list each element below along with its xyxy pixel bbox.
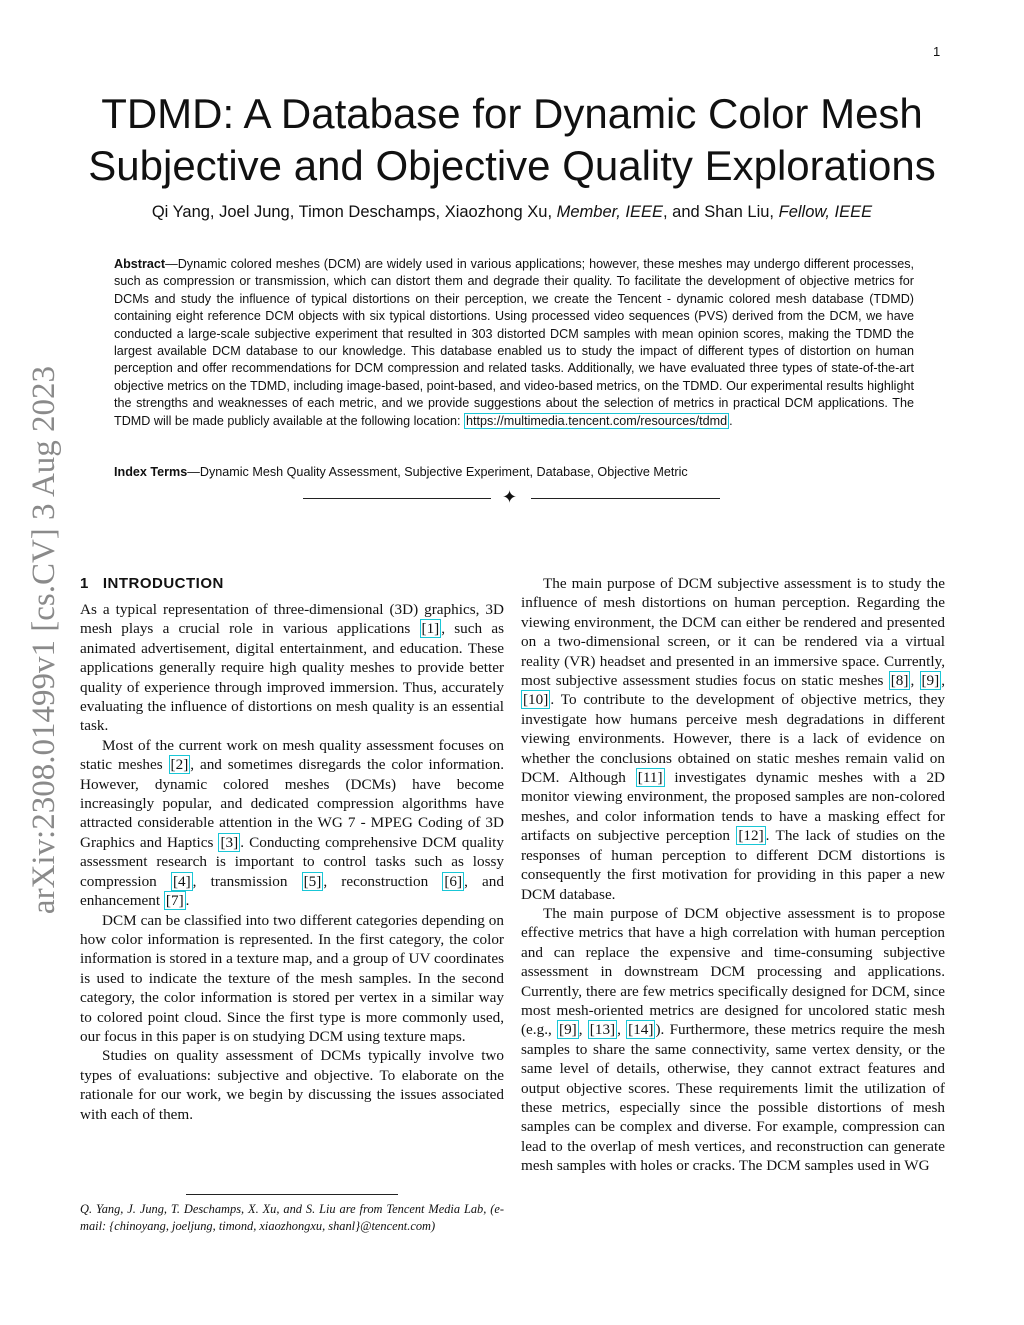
intro-paragraph-4: Studies on quality assessment of DCMs typically involve two types of evaluations: subjective and objective. To elaborate on the rationale for our work, we begin by discussing the issues associated with each of them.	[80, 1047, 504, 1123]
text-run: The main purpose of DCM objective assessment is to propose effective metrics that have a high correlation with human perception and can replace the expensive and time-consuming subjective assessment in downstream DCM processing and applications. Currently, there are few metrics specifically designed for DCM, since most mesh-oriented metrics are designed for uncolored static mesh (e.g.,	[521, 904, 945, 1039]
citation-link[interactable]: [6]	[444, 872, 463, 890]
abstract-text: —Dynamic colored meshes (DCM) are widely used in various applications; however, these meshes may undergo different processes, such as compression or transmission, which can distort them and degrade their quality. To facilitate the development of objective metrics for DCMs and study the influence of typical distortions on their perception, we create the Tencent - dynamic colored mesh database (TDMD) containing eight reference DCM objects with six typical distortions. Using processed video sequences (PVS) derived from the DCM, we have conducted a large-scale subjective experiment that resulted in 303 distorted DCM samples with mean opinion scores, making the TDMD the largest available DCM database to our knowledge. This database enabled us to study the impact of different types of distortion on human perception and offer recommendations for DCM compression and related tasks. Additionally, we have evaluated three types of state-of-the-art objective metrics on the TDMD, including image-based, point-based, and video-based metrics, on the TDMD. Our experimental results highlight the strengths and weaknesses of each metric, and we provide suggestions about the selection of metrics in practical DCM applications. The TDMD will be made publicly available at the following location:	[114, 257, 914, 428]
text-run: , reconstruction	[323, 872, 443, 890]
arxiv-stamp: arXiv:2308.01499v1 [cs.CV] 3 Aug 2023	[26, 365, 62, 915]
left-column	[80, 574, 504, 1124]
divider-right	[531, 498, 720, 499]
citation-link[interactable]: [2]	[170, 756, 189, 774]
text-run: , and enhancement	[80, 872, 504, 910]
text-run: The main purpose of DCM subjective assessment is to study the influence of mesh distortions on human perception. Regarding the viewing environment, the DCM can either be rendered and presented on a two-dimensional screen, or it can be rendered via a virtual reality (VR) headset and presented in an immersive space. Currently, most subjective assessment studies focus on static meshes	[521, 575, 945, 690]
citation-link[interactable]: [7]	[165, 892, 184, 910]
citation-link[interactable]: [8]	[890, 672, 909, 690]
abstract-end: .	[729, 413, 733, 428]
text-run: . To contribute to the development of objective metrics, they investigate how humans perceive mesh degradations in different viewing environments. However, there is a lack of evidence on whether the conclusions obtained on static meshes remain valid on DCM. Although	[521, 691, 945, 787]
author-list	[60, 203, 964, 222]
text-run: investigates dynamic meshes with a 2D monitor viewing environment, the proposed samples are non-colored meshes, and color information tends to have a masking effect for artifacts on subjective perception	[521, 769, 946, 845]
text-run: Most of the current work on mesh quality assessment focuses on static meshes	[80, 736, 504, 774]
intro-paragraph-6	[521, 904, 945, 1176]
citation-link[interactable]: [9]	[921, 672, 940, 690]
citation-link[interactable]: [13]	[589, 1021, 616, 1039]
text-run: , such as animated advertisement, digital entertainment, and education. These applications generally require high quality meshes to provide better quality of experience through improved immersion. Thus, accurately evaluating the influence of distortions on mesh quality is an essential task.	[80, 620, 504, 735]
index-terms-label: Index Terms	[114, 465, 188, 479]
divider-left	[303, 498, 491, 499]
citation-link[interactable]: [1]	[421, 620, 440, 638]
intro-paragraph-3: DCM can be classified into two different categories depending on how color information is represented. In the first category, the color information is stored in a texture map, and a group of UV coordinates is used to indicate the texture of the mesh samples. In the second category, the color information is stored per vertex in a similar way to colored point cloud. Since the first type is more commonly used, our focus in this paper is on studying DCM using texture maps.	[80, 911, 504, 1045]
text-run: ,	[578, 1021, 588, 1039]
section-number: 1	[80, 575, 89, 592]
citation-link[interactable]: [9]	[559, 1021, 577, 1039]
index-terms-text: —Dynamic Mesh Quality Assessment, Subjective Experiment, Database, Objective Metric	[187, 465, 688, 479]
author-affiliation-footnote: Q. Yang, J. Jung, T. Deschamps, X. Xu, and S. Liu are from Tencent Media Lab, (e-mail: {chinoyang, joeljung, timond, xiaozhongxu, shanl}@tencent.com)	[80, 1202, 504, 1233]
abstract	[114, 256, 914, 430]
citation-link[interactable]: [12]	[738, 827, 764, 845]
text-run: ,	[910, 672, 920, 690]
divider-star-icon: ✦	[502, 487, 518, 507]
citation-link[interactable]: [4]	[172, 872, 191, 890]
page-number: 1	[933, 44, 941, 59]
text-run: , transmission	[192, 872, 302, 890]
author-member-title: Member, IEEE	[556, 203, 663, 221]
footnote-rule	[186, 1194, 398, 1195]
citation-link[interactable]: [3]	[220, 833, 239, 851]
section-title: INTRODUCTION	[102, 575, 224, 592]
text-run: , and sometimes disregards the color information. However, dynamic colored meshes (DCMs) have become increasingly popular, and dedicated compression algorithms have attracted considerable attention in the WG 7 - MPEG Coding of 3D Graphics and Haptics	[80, 756, 504, 851]
citation-link[interactable]: [11]	[637, 769, 663, 787]
text-run: .	[185, 892, 190, 910]
paper-title	[60, 88, 964, 192]
text-run: ,	[941, 672, 946, 690]
author-names: Qi Yang, Joel Jung, Timon Deschamps, Xiaozhong Xu,	[151, 203, 553, 221]
intro-paragraph-5	[521, 574, 945, 904]
abstract-label: Abstract	[114, 257, 166, 271]
citation-link[interactable]: [14]	[628, 1021, 654, 1039]
title-line-2: Subjective and Objective Quality Explorations	[88, 142, 936, 189]
text-run: . Conducting comprehensive DCM quality assessment research is important to control tasks such as lossy compression	[80, 833, 504, 890]
text-run: As a typical representation of three-dimensional (3D) graphics, 3D mesh plays a crucial role in various applications	[80, 601, 504, 638]
text-run: ,	[617, 1021, 627, 1039]
right-column	[521, 574, 945, 1176]
tdmd-link[interactable]: https://multimedia.tencent.com/resources/tdmd	[466, 413, 728, 428]
text-run: . The lack of studies on the responses of human perception to different DCM distortions is consequently the first motivation for providing in this paper a new DCM database.	[521, 827, 945, 903]
text-run: ). Furthermore, these metrics require the mesh samples to share the same connectivity, same vertex density, or the same level of details, otherwise, they cannot extract features and output objective scores. These requirements limit the utilization of these metrics, especially since the possible distortions of mesh samples can be complex and diverse. For example, compression can lead to the overlap of mesh vertices, and reconstruction can generate mesh samples with holes or cracks. The DCM samples used in WG	[521, 1021, 946, 1175]
section-heading	[80, 574, 504, 593]
author-and: , and Shan Liu,	[663, 203, 775, 221]
intro-paragraph-2	[80, 736, 504, 911]
author-fellow-title: Fellow, IEEE	[778, 203, 873, 221]
index-terms	[114, 465, 914, 479]
citation-link[interactable]: [5]	[303, 872, 322, 890]
citation-link[interactable]: [10]	[523, 691, 549, 709]
intro-paragraph-1	[80, 600, 504, 736]
title-line-1: TDMD: A Database for Dynamic Color Mesh	[101, 90, 923, 137]
